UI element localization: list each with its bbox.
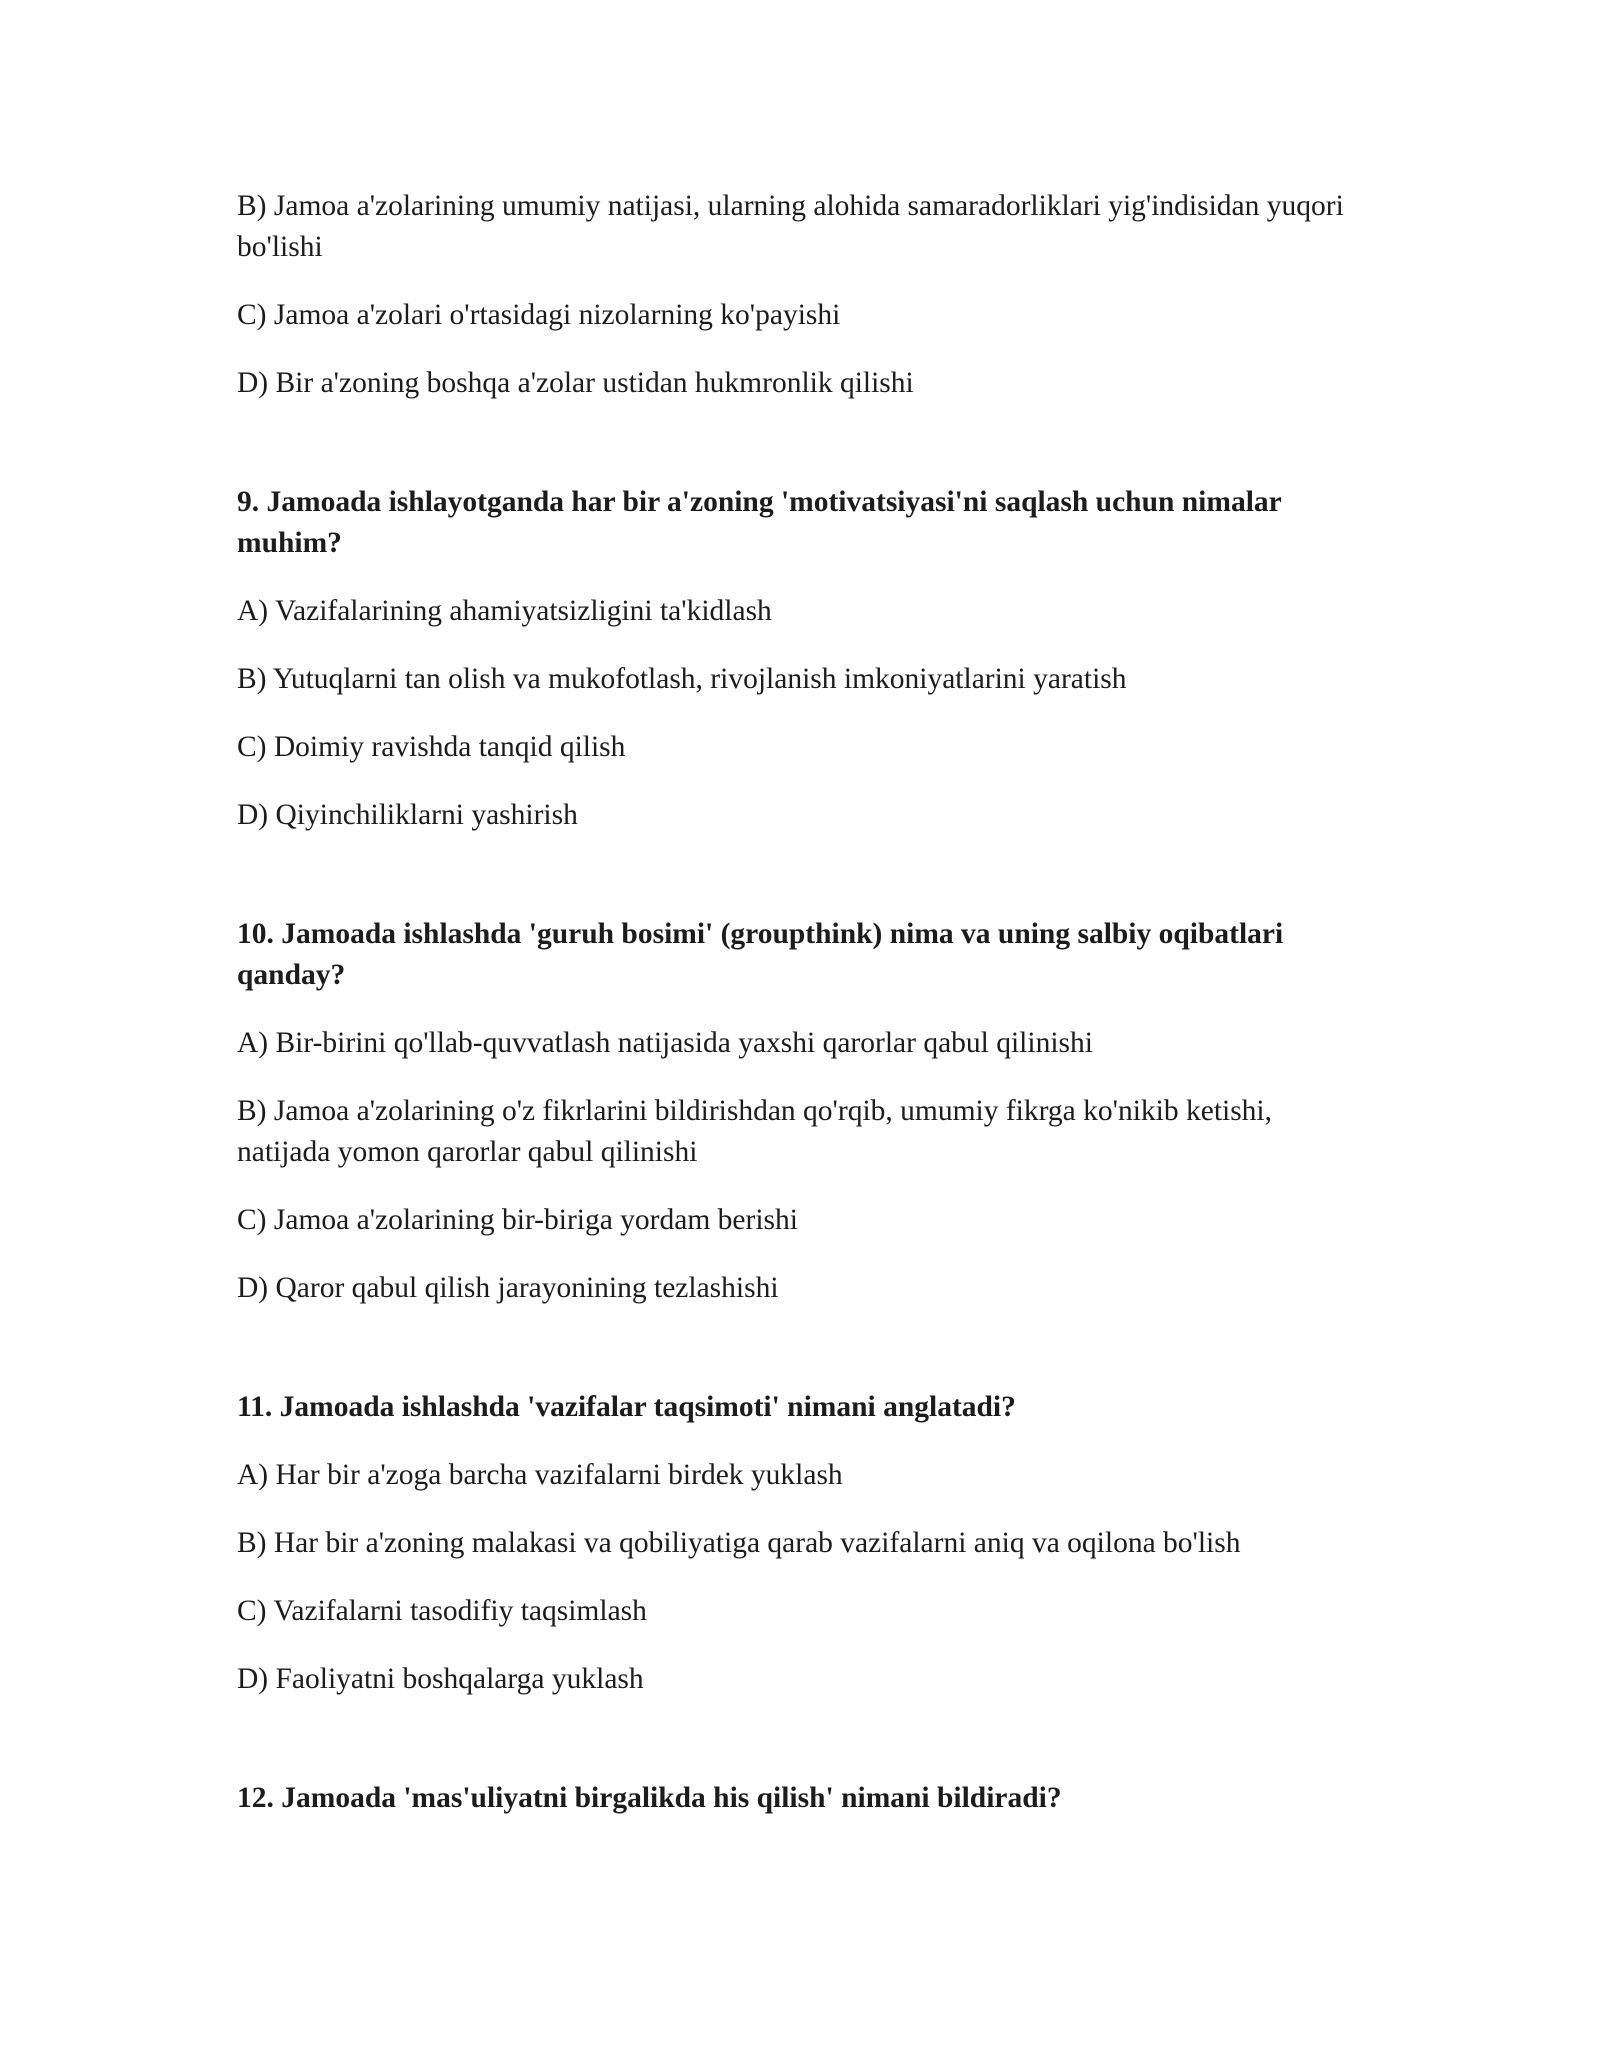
option-8c: C) Jamoa a'zolari o'rtasidagi nizolarning ko'payishi bbox=[237, 299, 841, 331]
question-block-9 bbox=[237, 482, 1367, 836]
option-10a: A) Bir-birini qo'llab-quvvatlash natijasida yaxshi qarorlar qabul qilinishi bbox=[237, 1027, 1093, 1059]
option-11b: B) Har bir a'zoning malakasi va qobiliyatiga qarab vazifalarni aniq va oqilona bo'lish bbox=[237, 1527, 1241, 1559]
option-10c: C) Jamoa a'zolarining bir-biriga yordam berishi bbox=[237, 1204, 798, 1236]
question-block-12 bbox=[237, 1778, 1367, 1819]
option-9d: D) Qiyinchiliklarni yashirish bbox=[237, 799, 578, 831]
question-9: 9. Jamoada ishlayotganda har bir a'zoning 'motivatsiyasi'ni saqlash uchun nimalar muhim? bbox=[237, 486, 1282, 559]
question-block-10 bbox=[237, 914, 1367, 1309]
option-11a: A) Har bir a'zoga barcha vazifalarni birdek yuklash bbox=[237, 1459, 843, 1491]
option-11c: C) Vazifalarni tasodifiy taqsimlash bbox=[237, 1595, 647, 1627]
question-10: 10. Jamoada ishlashda 'guruh bosimi' (groupthink) nima va uning salbiy oqibatlari qanday? bbox=[237, 918, 1284, 991]
option-9b: B) Yutuqlarni tan olish va mukofotlash, rivojlanish imkoniyatlarini yaratish bbox=[237, 663, 1127, 695]
document-page bbox=[237, 186, 1367, 1846]
question-11: 11. Jamoada ishlashda 'vazifalar taqsimoti' nimani anglatadi? bbox=[237, 1391, 1016, 1423]
option-9c: C) Doimiy ravishda tanqid qilish bbox=[237, 731, 626, 763]
option-8d: D) Bir a'zoning boshqa a'zolar ustidan hukmronlik qilishi bbox=[237, 367, 914, 399]
option-8b: B) Jamoa a'zolarining umumiy natijasi, ularning alohida samaradorliklari yig'indisidan yuqori bo'lishi bbox=[237, 190, 1344, 263]
option-11d: D) Faoliyatni boshqalarga yuklash bbox=[237, 1663, 644, 1695]
option-10d: D) Qaror qabul qilish jarayonining tezlashishi bbox=[237, 1272, 779, 1304]
question-12: 12. Jamoada 'mas'uliyatni birgalikda his qilish' nimani bildiradi? bbox=[237, 1782, 1062, 1814]
question-block-11 bbox=[237, 1387, 1367, 1700]
option-10b: B) Jamoa a'zolarining o'z fikrlarini bildirishdan qo'rqib, umumiy fikrga ko'nikib ketishi, natijada yomon qarorlar qabul qilinishi bbox=[237, 1095, 1273, 1168]
option-9a: A) Vazifalarining ahamiyatsizligini ta'kidlash bbox=[237, 595, 772, 627]
carryover-options bbox=[237, 186, 1367, 404]
